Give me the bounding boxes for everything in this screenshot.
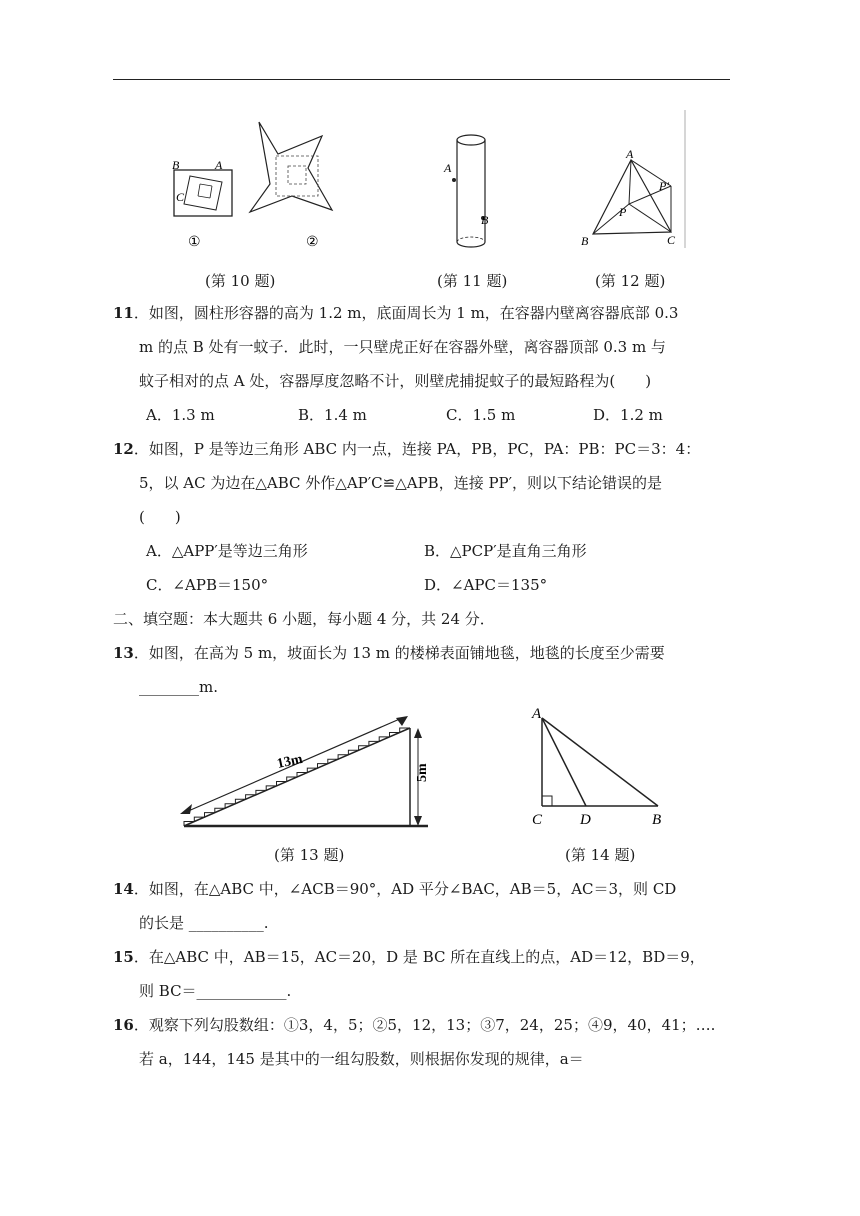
fig14-label-a: A [532,706,542,722]
fig13-height-label: 5m [415,763,430,782]
fig10-label-b: B [172,158,180,172]
fig12-label-p: P [619,205,627,219]
q11-number: 11 [113,304,134,322]
q12-line-3: ( ) [139,508,181,526]
q16-number: 16 [113,1016,134,1034]
fig10-label-a: A [215,158,223,172]
q12-option-c: C．∠APB＝150° [146,576,269,594]
q11-option-a: A．1.3 m [146,406,215,424]
q12-option-b: B．△PCP′是直角三角形 [424,542,587,560]
q12-option-d: D．∠APC＝135° [424,576,548,594]
q11-line-2: m 的点 B 处有一蚊子．此时，一只壁虎正好在容器外壁，离容器顶部 0.3 m 与 [139,338,666,356]
q16-line-1: 16．观察下列勾股数组：①3，4，5；②5，12，13；③7，24，25；④9，40，41；…. [113,1016,716,1034]
figure-14 [520,700,680,830]
figure-12 [575,108,695,253]
fig12-label-c: C [667,233,676,247]
figure-10 [160,112,360,252]
q15-line-1: 15．在△ABC 中，AB＝15，AC＝20，D 是 BC 所在直线上的点，AD＝12，BD＝9， [113,948,705,966]
fig12-label-b: B [581,234,589,248]
figure-13 [170,708,440,833]
q13-line-2: ________m. [139,678,218,696]
q12-line-1: 12．如图，P 是等边三角形 ABC 内一点，连接 PA，PB，PC，PA：PB：PC＝3：4： [113,440,701,458]
q11-option-c: C．1.5 m [446,406,516,424]
fig10-caption: (第 10 题) [205,272,276,290]
q14-line-2: 的长是 __________. [139,914,269,932]
q13-number: 13 [113,644,134,662]
fig12-label-p-prime: P′ [659,179,669,193]
fig11-caption: (第 11 题) [437,272,508,290]
q11-option-b: B．1.4 m [298,406,367,424]
q12-line-2: 5，以 AC 为边在△ABC 外作△AP′C≌△APB，连接 PP′，则以下结论错误的是 [139,474,663,492]
fig13-caption: (第 13 题) [274,846,345,864]
q15-line-2: 则 BC＝____________. [139,982,292,1000]
q16-line-2: 若 a，144，145 是其中的一组勾股数，则根据你发现的规律，a＝ [139,1050,584,1068]
fig13-length-label: 13m [275,751,304,772]
q11-line-3: 蚊子相对的点 A 处，容器厚度忽略不计，则壁虎捕捉蚊子的最短路程为( ) [139,372,652,390]
fig14-label-c: C [532,812,543,828]
fig14-label-d: D [580,812,591,828]
fig10-sub1: ① [188,235,201,250]
q12-number: 12 [113,440,134,458]
fig11-label-a: A [444,161,452,175]
fig14-caption: (第 14 题) [565,846,636,864]
q13-line-1: 13．如图，在高为 5 m，坡面长为 13 m 的楼梯表面铺地毯，地毯的长度至少需要 [113,644,665,662]
q12-option-a: A．△APP′是等边三角形 [146,542,308,560]
q15-number: 15 [113,948,134,966]
q11-line-1: 11．如图，圆柱形容器的高为 1.2 m，底面周长为 1 m，在容器内壁离容器底部 0.3 [113,304,679,322]
figure-11 [430,120,500,255]
q14-line-1: 14．如图，在△ABC 中，∠ACB＝90°，AD 平分∠BAC，AB＝5，AC＝3，则 CD [113,880,677,898]
fig12-label-a: A [626,147,634,161]
fig11-label-b: B [481,213,489,227]
q14-number: 14 [113,880,134,898]
fig10-sub2: ② [306,235,319,250]
header-rule [113,79,730,80]
fig14-label-b: B [652,812,662,828]
fig12-caption: (第 12 题) [595,272,666,290]
fig10-label-c: C [176,190,185,204]
q11-option-d: D．1.2 m [593,406,663,424]
section-2-heading: 二、填空题：本大题共 6 小题，每小题 4 分，共 24 分． [113,610,495,628]
